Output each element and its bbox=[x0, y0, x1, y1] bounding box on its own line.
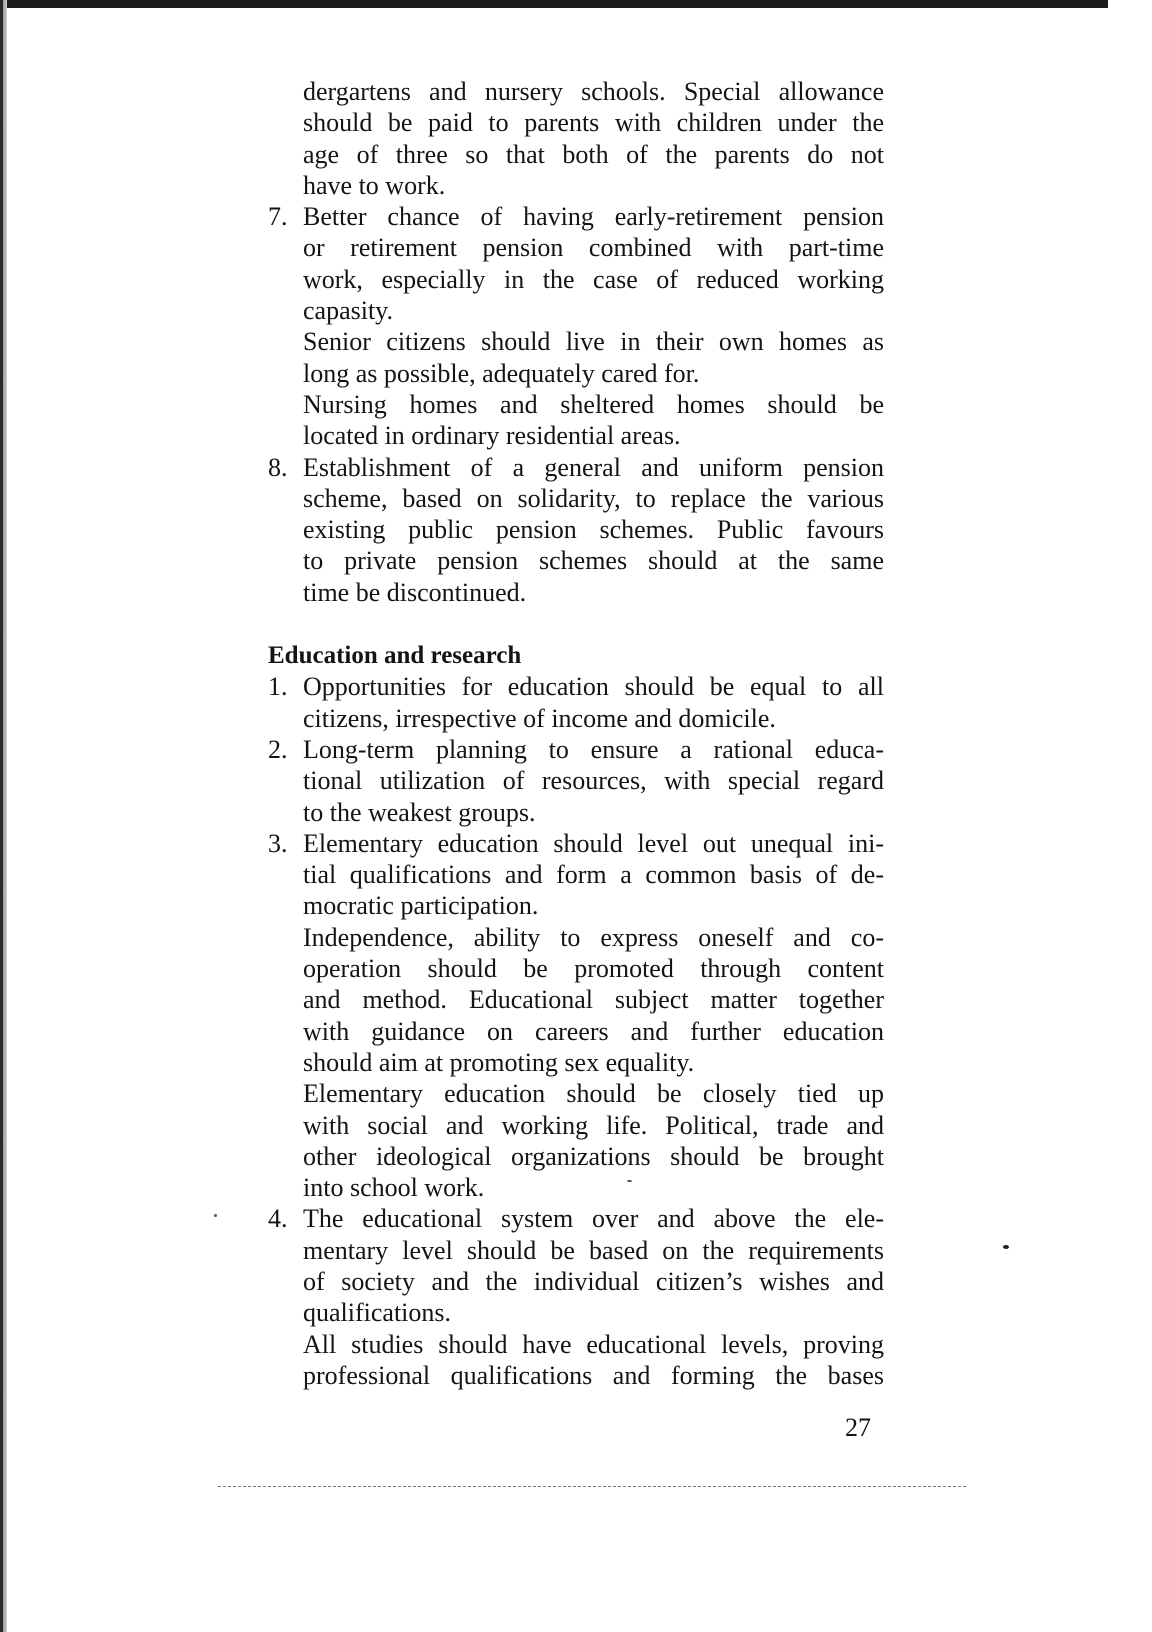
education-item-2 bbox=[268, 734, 884, 828]
text-line: Establishment of a general and uniform pension bbox=[303, 452, 884, 482]
text-line: should be paid to parents with children under the bbox=[303, 108, 884, 138]
scan-speck bbox=[627, 1180, 632, 1182]
text-line: Long-term planning to ensure a rational educa- bbox=[303, 734, 884, 764]
bottom-rule bbox=[218, 1486, 966, 1487]
continued-paragraph bbox=[268, 76, 884, 201]
text-line: time be discontinued. bbox=[303, 577, 527, 607]
text-line: professional qualifications and forming the bases bbox=[303, 1360, 884, 1390]
list-item-8 bbox=[268, 452, 884, 608]
top-page-edge bbox=[0, 0, 1108, 8]
list-number: 1. bbox=[268, 672, 288, 702]
section-heading: Education and research bbox=[268, 642, 522, 670]
text-line: of society and the individual citizen’s wishes and bbox=[303, 1266, 884, 1296]
page-number: 27 bbox=[845, 1413, 871, 1442]
education-item-3 bbox=[268, 828, 884, 1204]
text-line: mentary level should be based on the requirements bbox=[303, 1235, 884, 1265]
list-item-7 bbox=[268, 201, 884, 451]
text-line: operation should be promoted through content bbox=[303, 954, 884, 984]
text-line: into school work. bbox=[303, 1173, 485, 1203]
text-line: Elementary education should be closely tied up bbox=[303, 1079, 884, 1109]
text-line: with social and working life. Political, trade and bbox=[303, 1110, 884, 1140]
text-line: should aim at promoting sex equality. bbox=[303, 1047, 695, 1077]
text-line: scheme, based on solidarity, to replace the various bbox=[303, 483, 884, 513]
text-line: age of three so that both of the parents do not bbox=[303, 139, 884, 169]
text-line: qualifications. bbox=[303, 1298, 452, 1328]
text-line: long as possible, adequately cared for. bbox=[303, 358, 700, 388]
document-page bbox=[268, 76, 884, 1391]
text-line: Senior citizens should live in their own homes as bbox=[303, 327, 884, 357]
text-line: The educational system over and above the ele- bbox=[303, 1204, 884, 1234]
education-item-4 bbox=[268, 1203, 884, 1391]
text-line: All studies should have educational levels, proving bbox=[303, 1329, 884, 1359]
text-line: capasity. bbox=[303, 296, 393, 326]
list-number: 7. bbox=[268, 202, 288, 232]
text-line: Elementary education should level out unequal ini- bbox=[303, 828, 884, 858]
text-line: tional utilization of resources, with special regard bbox=[303, 766, 884, 796]
text-line: Opportunities for education should be equal to all bbox=[303, 672, 884, 702]
text-line: Nursing homes and sheltered homes should be bbox=[303, 389, 884, 419]
list-number: 2. bbox=[268, 734, 288, 764]
education-item-1 bbox=[268, 671, 884, 734]
text-line: to private pension schemes should at the same bbox=[303, 546, 884, 576]
list-number: 4. bbox=[268, 1204, 288, 1234]
text-line: work, especially in the case of reduced working bbox=[303, 264, 884, 294]
text-line: Better chance of having early-retirement pension bbox=[303, 202, 884, 232]
text-line: to the weakest groups. bbox=[303, 797, 536, 827]
scan-speck bbox=[1003, 1245, 1009, 1249]
text-line: and method. Educational subject matter together bbox=[303, 985, 884, 1015]
text-line: citizens, irrespective of income and domicile. bbox=[303, 703, 776, 733]
text-line: tial qualifications and form a common basis of de- bbox=[303, 860, 884, 890]
text-line: dergartens and nursery schools. Special allowance bbox=[303, 77, 884, 106]
text-line: mocratic participation. bbox=[303, 891, 539, 921]
text-line: or retirement pension combined with part-time bbox=[303, 233, 884, 263]
text-line: located in ordinary residential areas. bbox=[303, 421, 681, 451]
list-number: 8. bbox=[268, 452, 288, 482]
text-line: have to work. bbox=[303, 170, 446, 200]
text-line: existing public pension schemes. Public favours bbox=[303, 515, 884, 545]
list-number: 3. bbox=[268, 828, 288, 858]
text-line: with guidance on careers and further education bbox=[303, 1016, 884, 1046]
scan-speck bbox=[214, 1214, 217, 1217]
left-binding-edge bbox=[0, 0, 7, 1632]
text-line: other ideological organizations should be brought bbox=[303, 1141, 884, 1171]
text-line: Independence, ability to express oneself and co- bbox=[303, 922, 884, 952]
